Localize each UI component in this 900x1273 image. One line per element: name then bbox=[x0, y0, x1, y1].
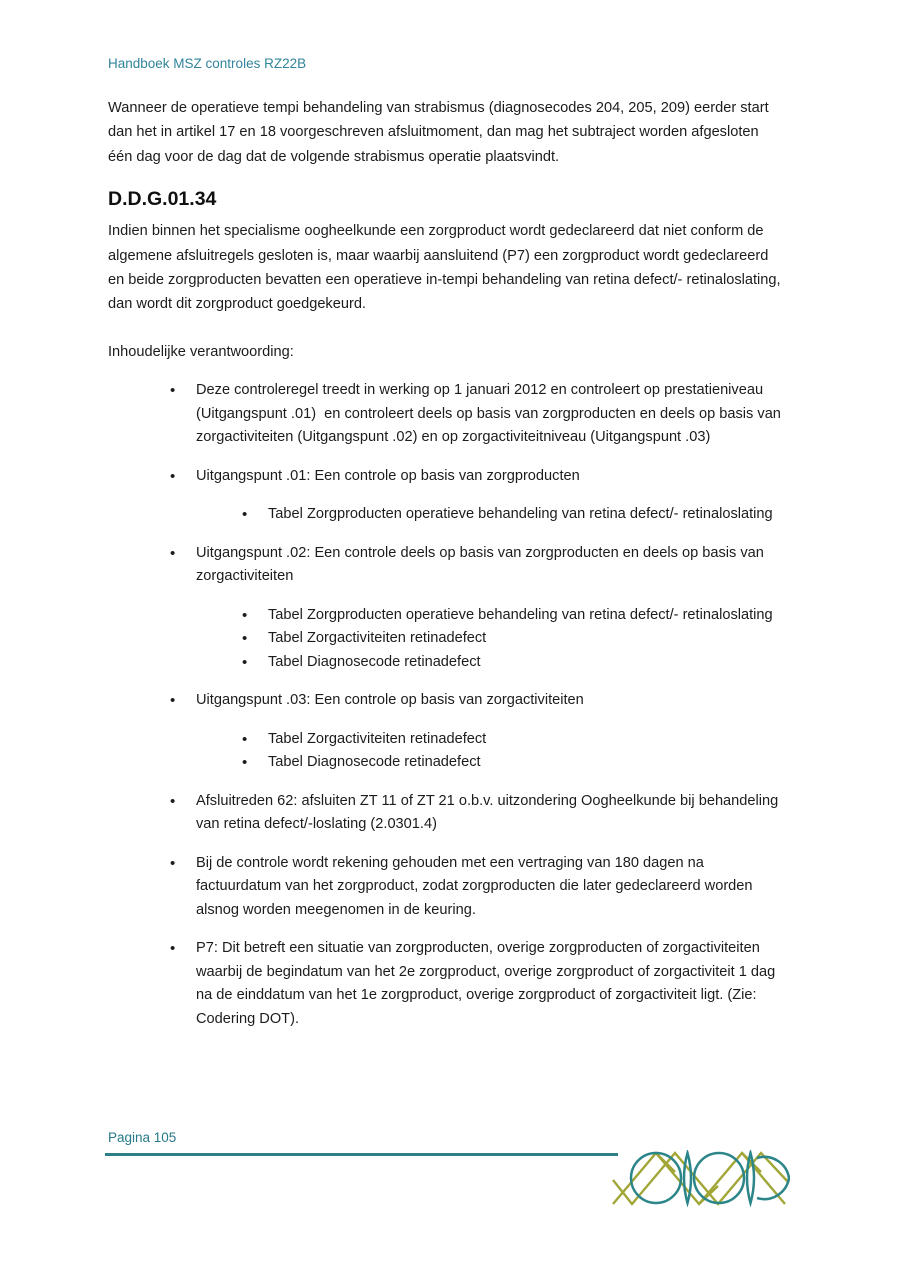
bullet-item bbox=[108, 852, 786, 923]
section-heading: D.D.G.01.34 bbox=[108, 188, 217, 211]
bullet-text: Tabel Zorgactiviteiten retinadefect bbox=[268, 630, 487, 647]
bullet-item bbox=[108, 627, 786, 651]
bullet-text: Tabel Zorgproducten operatieve behandeling van retina defect/- retinaloslating bbox=[268, 506, 773, 523]
bullet-text: Uitgangspunt .02: Een controle deels op basis van zorgproducten en deels op basis van zorgactiviteiten bbox=[196, 544, 768, 585]
section-paragraph: Indien binnen het specialisme oogheelkunde een zorgproduct wordt gedeclareerd dat niet conform de algemene afsluitregels gesloten is, maar waarbij aansluitend (P7) een zorgproduct wordt gedeclareerd en beide zorgproducten bevatten een operatieve in-tempi behandeling van retina defect/- retinaloslating, dan wordt dit zorgproduct goedgekeurd. bbox=[108, 223, 781, 313]
bullet-list bbox=[108, 379, 786, 1031]
bullet-item bbox=[108, 465, 786, 489]
chain-pattern-logo-icon bbox=[612, 1150, 790, 1208]
logo-decoration bbox=[612, 1150, 790, 1208]
bullet-text: Tabel Diagnosecode retinadefect bbox=[268, 754, 481, 771]
bullet-text: Tabel Zorgactiviteiten retinadefect bbox=[268, 730, 487, 747]
bullet-item bbox=[108, 689, 786, 713]
bullet-item bbox=[108, 651, 786, 675]
bullet-text: P7: Dit betreft een situatie van zorgproducten, overige zorgproducten of zorgactiviteiten waarbij de begindatum van het 2e zorgproduct, overige zorgproduct of zorgactiviteit 1 dag na de einddatum van het 1e zorgproduct, overige zorgproduct of zorgactiviteit ligt. (Zie: Codering DOT). bbox=[196, 940, 780, 1027]
bullet-item bbox=[108, 604, 786, 628]
bullet-text: Uitgangspunt .03: Een controle op basis van zorgactiviteiten bbox=[196, 692, 584, 709]
verantwoording-label: Inhoudelijke verantwoording: bbox=[108, 343, 294, 360]
footer-rule bbox=[105, 1153, 618, 1156]
bullet-text: Tabel Diagnosecode retinadefect bbox=[268, 653, 481, 670]
intro-paragraph: Wanneer de operatieve tempi behandeling van strabismus (diagnosecodes 204, 205, 209) eerder start dan het in artikel 17 en 18 voorgeschreven afsluitmoment, dan mag het subtraject worden afgesloten één dag voor de dag dat de volgende strabismus operatie plaatsvindt. bbox=[108, 100, 769, 165]
bullet-item bbox=[108, 379, 786, 450]
bullet-text: Tabel Zorgproducten operatieve behandeling van retina defect/- retinaloslating bbox=[268, 606, 773, 623]
bullet-item bbox=[108, 542, 786, 589]
bullet-item bbox=[108, 728, 786, 752]
document-header-title: Handboek MSZ controles RZ22B bbox=[108, 56, 307, 71]
bullet-text: Uitgangspunt .01: Een controle op basis van zorgproducten bbox=[196, 467, 580, 484]
page-number: Pagina 105 bbox=[108, 1130, 177, 1145]
bullet-item bbox=[108, 790, 786, 837]
document-body bbox=[108, 96, 784, 1031]
bullet-text: Deze controleregel treedt in werking op 1 januari 2012 en controleert op prestatieniveau (Uitgangspunt .01) en controleert deels op basis van zorgproducten en deels op basis van zorgactiviteiten (Uitgangspunt .02) en op zorgactiviteitniveau (Uitgangspunt .03) bbox=[196, 382, 785, 446]
bullet-text: Bij de controle wordt rekening gehouden met een vertraging van 180 dagen na factuurdatum van het zorgproduct, zodat zorgproducten die later gedeclareerd worden alsnog worden meegenomen in de keuring. bbox=[196, 854, 757, 918]
bullet-item bbox=[108, 937, 786, 1031]
bullet-item bbox=[108, 751, 786, 775]
bullet-text: Afsluitreden 62: afsluiten ZT 11 of ZT 21 o.b.v. uitzondering Oogheelkunde bij behandeling van retina defect/-loslating (2.0301.4) bbox=[196, 792, 783, 833]
bullet-item bbox=[108, 503, 786, 527]
